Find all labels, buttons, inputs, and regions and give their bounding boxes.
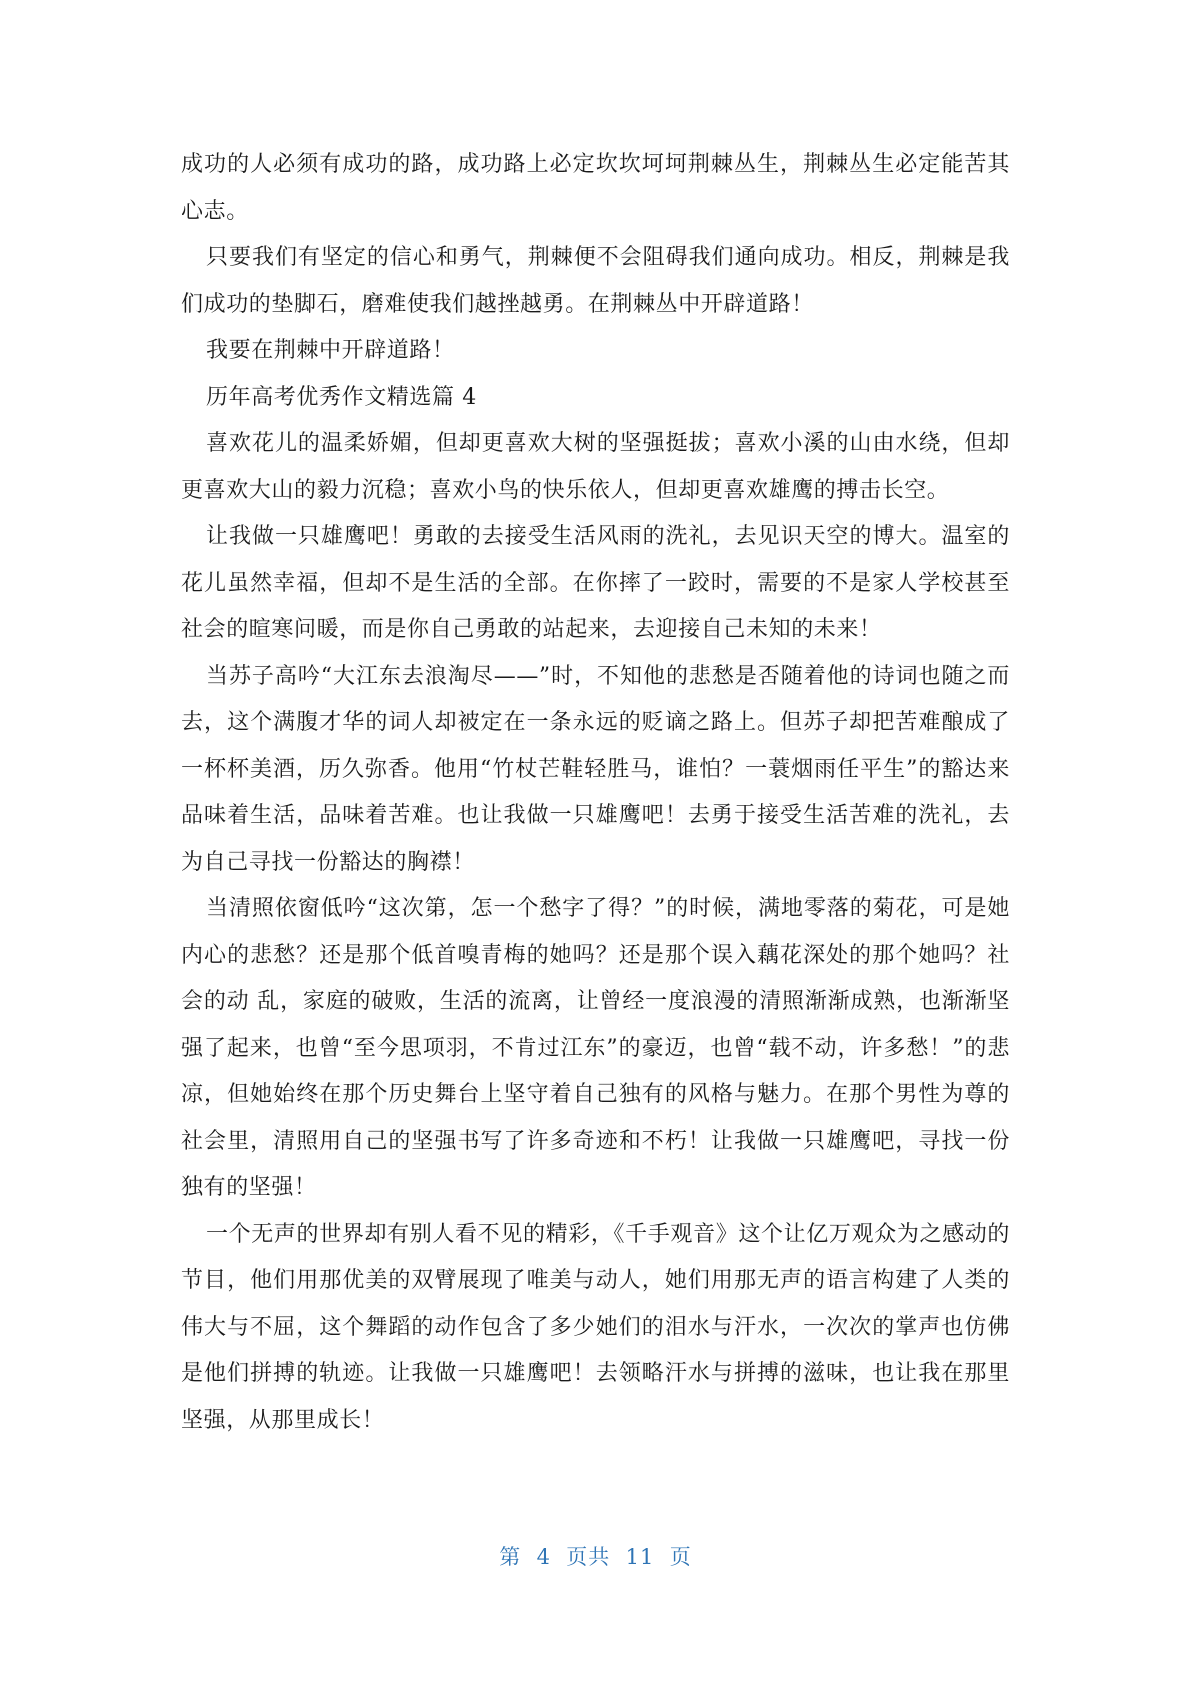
page-footer — [0, 1541, 1191, 1571]
paragraph: 历年高考优秀作文精选篇 4 — [206, 384, 477, 410]
paragraph: 成功的人必须有成功的路，成功路上必定坎坎坷坷荆棘丛生，荆棘丛生必定能苦其心志。 — [181, 152, 1010, 224]
paragraph: 一个无声的世界却有别人看不见的精彩，《千手观音》这个让亿万观众为之感动的节目，他们用那优美的双臂展现了唯美与动人，她们用那无声的语言构建了人类的伟大与不屈，这个舞蹈的动作包含了多少她们的泪水与汗水，一次次的掌声也仿佛是他们拼搏的轨迹。让我做一只雄鹰吧！去领略汗水与拼搏的滋味，也让我在那里坚强，从那里成长！ — [181, 1221, 1010, 1433]
page-number: 第 4 页共 11 页 — [499, 1545, 692, 1569]
paragraph: 让我做一只雄鹰吧！勇敢的去接受生活风雨的洗礼，去见识天空的博大。温室的花儿虽然幸福，但却不是生活的全部。在你摔了一跤时，需要的不是家人学校甚至社会的暄寒问暖，而是你自己勇敢的站起来，去迎接自己未知的未来！ — [181, 524, 1010, 642]
paragraph: 只要我们有坚定的信心和勇气，荆棘便不会阻碍我们通向成功。相反，荆棘是我们成功的垫脚石，磨难使我们越挫越勇。在荆棘丛中开辟道路！ — [181, 245, 1010, 317]
paragraph: 我要在荆棘中开辟道路！ — [206, 338, 455, 363]
paragraph: 当苏子高吟“大江东去浪淘尽——”时，不知他的悲愁是否随着他的诗词也随之而去，这个满腹才华的词人却被定在一条永远的贬谪之路上。但苏子却把苦难酿成了一杯杯美酒，历久弥香。他用“竹杖芒鞋轻胜马，谁怕？一蓑烟雨任平生”的豁达来品味着生活，品味着苦难。也让我做一只雄鹰吧！去勇于接受生活苦难的洗礼，去为自己寻找一份豁达的胸襟！ — [181, 663, 1010, 875]
paragraph: 喜欢花儿的温柔娇媚，但却更喜欢大树的坚强挺拔；喜欢小溪的山由水绕，但却更喜欢大山的毅力沉稳；喜欢小鸟的快乐依人，但却更喜欢雄鹰的搏击长空。 — [181, 431, 1010, 503]
paragraph: 当清照依窗低吟“这次第，怎一个愁字了得？”的时候，满地零落的菊花，可是她内心的悲愁？还是那个低首嗅青梅的她吗？还是那个误入藕花深处的那个她吗？社会的动 乱，家庭的破败，生活的流离，让曾经一度浪漫的清照渐渐成熟，也渐渐坚强了起来，也曾“至今思项羽，不肯过江东”的豪迈，也曾“载不动，许多愁！”的悲凉，但她始终在那个历史舞台上坚守着自己独有的风格与魅力。在那个男性为尊的社会里，清照用自己的坚强书写了许多奇迹和不朽！让我做一只雄鹰吧，寻找一份独有的坚强！ — [181, 896, 1010, 1200]
document-body — [181, 142, 1010, 1444]
